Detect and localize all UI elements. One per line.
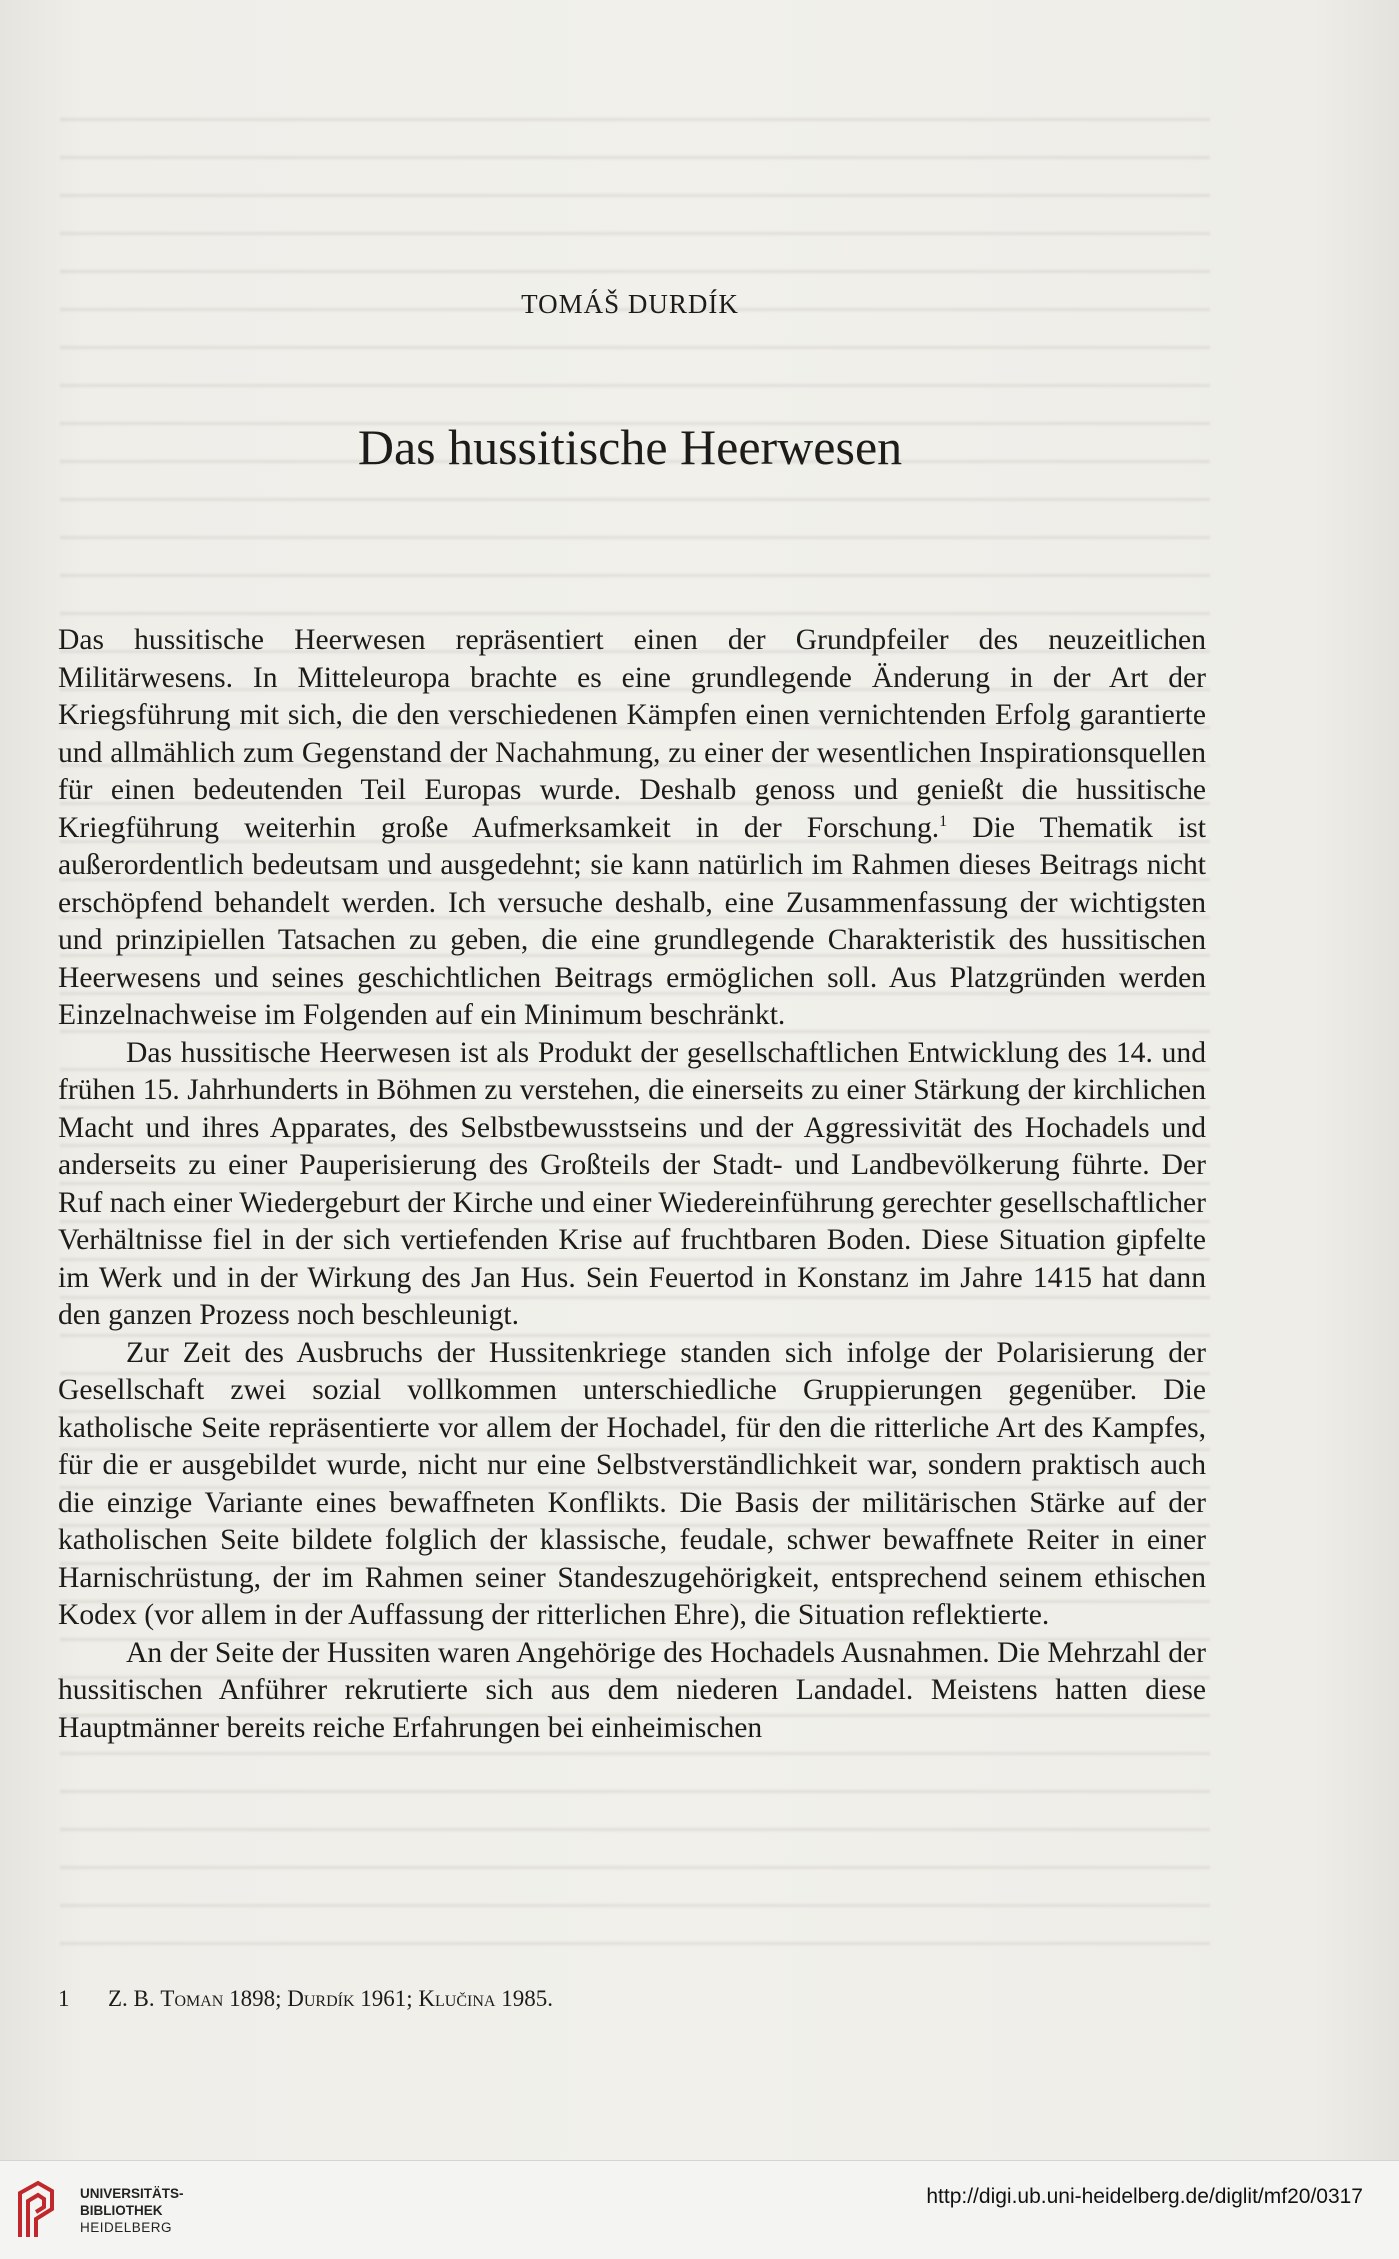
logo-line-3: HEIDELBERG	[80, 2220, 173, 2235]
paragraph-4: An der Seite der Hussiten waren Angehörige des Hochadels Ausnahmen. Die Mehrzahl der hussitischen Anführer rekrutierte sich aus dem niederen Landadel. Meistens hatten diese Hauptmänner bereits reiche Erfahrungen bei einheimischen	[58, 1636, 1206, 1744]
footnote-ref-year-2: 1961;	[354, 1986, 419, 2011]
footnote-ref-author-3: Klučina	[418, 1986, 496, 2011]
footnote-ref-year-1: 1898;	[223, 1986, 288, 2011]
source-url-link[interactable]: http://digi.ub.uni-heidelberg.de/diglit/mf20/0317	[926, 2185, 1363, 2208]
article-body	[58, 622, 1206, 1747]
article-title: Das hussitische Heerwesen	[357, 419, 903, 475]
footnote-ref-author-2: Durdík	[287, 1986, 355, 2011]
paragraph-1-text-a: Das hussitische Heerwesen repräsentiert einen der Grundpfeiler des neuzeitlichen Militärwesens. In Mitteleuropa brachte es eine grundlegende Änderung in der Art der Kriegsführung mit sich, die den verschiedenen Kämpfen einen vernichtenden Erfolg garantierte und allmählich zum Gegenstand der Nachahmung, zu einer der wesentlichen Inspirationsquellen für einen bedeutenden Teil Europas wurde. Deshalb genoss und genießt die hussitische Kriegführung weiterhin große Aufmerksamkeit in der Forschung.	[58, 624, 1206, 844]
library-footer	[0, 2160, 1399, 2259]
paragraph-1	[58, 622, 1206, 1035]
logo-line-1: UNIVERSITÄTS-	[80, 2186, 184, 2201]
footnote-ref-author-1: Toman	[160, 1986, 224, 2011]
library-logo-icon	[14, 2179, 58, 2241]
author-name: TOMÁŠ DURDÍK	[521, 289, 739, 319]
paragraph-2: Das hussitische Heerwesen ist als Produkt der gesellschaftlichen Entwicklung des 14. und frühen 15. Jahrhunderts in Böhmen zu verstehen, die einerseits zu einer Stärkung der kirchlichen Macht und ihres Apparates, des Selbstbewusstseins und der Aggressivität des Hochadels und anderseits zu einer Pauperisierung des Großteils der Stadt- und Landbevölkerung führte. Der Ruf nach einer Wiedergeburt der Kirche und einer Wiedereinführung gerechter gesellschaftlicher Verhältnisse fiel in der sich vertiefenden Krise auf fruchtbaren Boden. Diese Situation gipfelte im Werk und in der Wirkung des Jan Hus. Sein Feuertod in Konstanz im Jahre 1415 hat dann den ganzen Prozess noch beschleunigt.	[58, 1036, 1206, 1331]
paragraph-1-text-b: Die Thematik ist außerordentlich bedeutsam und ausgedehnt; sie kann natürlich im Rahmen dieses Beitrags nicht erschöpfend behandelt werden. Ich versuche deshalb, eine Zusammenfassung der wichtigsten und prinzipiellen Tatsachen zu geben, die eine grundlegende Charakteristik des hussitischen Heerwesens und seines geschichtlichen Beitrags ermöglichen soll. Aus Platzgründen werden Einzelnachweise im Folgenden auf ein Minimum beschränkt.	[58, 811, 1206, 1031]
footnote-ref-1[interactable]: 1	[939, 812, 948, 830]
footnote-prefix: Z. B.	[108, 1986, 161, 2011]
footnote-ref-year-3: 1985.	[495, 1986, 553, 2011]
logo-line-2: BIBLIOTHEK	[80, 2203, 163, 2218]
footnote-number: 1	[58, 1986, 70, 2011]
footnote-1	[58, 1986, 1206, 2012]
paragraph-3: Zur Zeit des Ausbruchs der Hussitenkriege standen sich infolge der Polarisierung der Gesellschaft zwei sozial vollkommen unterschiedliche Gruppierungen gegenüber. Die katholische Seite repräsentierte vor allem der Hochadel, für den die ritterliche Art des Kampfes, für die er ausgebildet wurde, nicht nur eine Selbstverständlichkeit war, sondern praktisch auch die einzige Variante eines bewaffneten Konflikts. Die Basis der militärischen Stärke auf der katholischen Seite bildete folglich der klassische, feudale, schwer bewaffnete Reiter in einer Harnischrüstung, der im Rahmen seiner Standeszugehörigkeit, entsprechend seinem ethischen Kodex (vor allem in der Auffassung der ritterlichen Ehre), die Situation reflektierte.	[58, 1336, 1206, 1631]
library-logo-text	[80, 2185, 184, 2236]
